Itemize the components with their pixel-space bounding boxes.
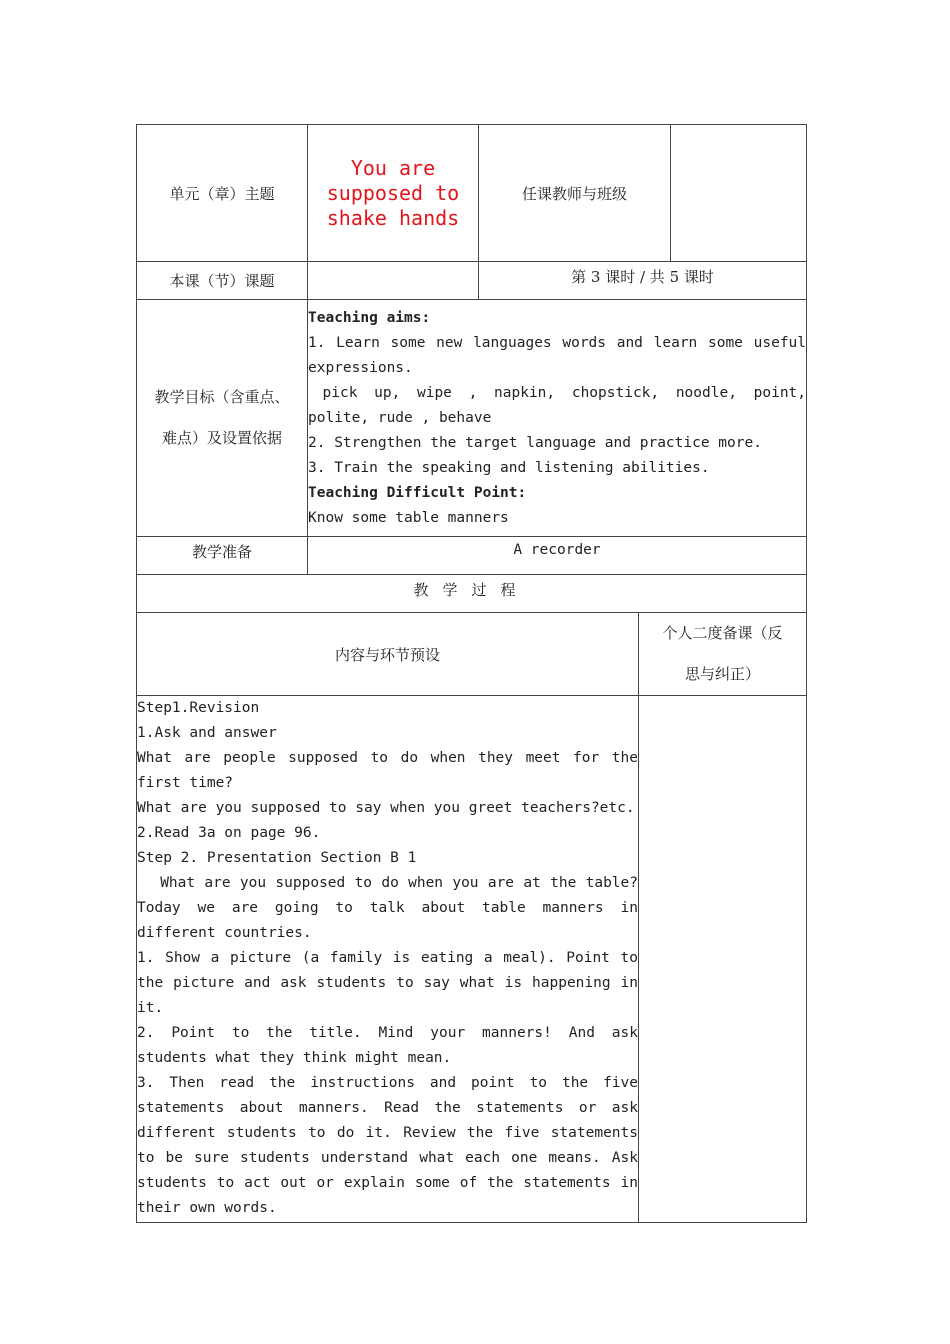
lesson-row [137, 262, 807, 300]
aims-row [137, 300, 807, 537]
lesson-plan-page [136, 124, 806, 1223]
aims-content [308, 300, 807, 537]
unit-title [308, 125, 479, 262]
notes-label [639, 613, 807, 696]
process-line: Step 2. Presentation Section B 1 [137, 850, 417, 866]
process-line: 2. Point to the title. Mind your manners! And ask students what they think might mean. [137, 1025, 638, 1066]
period-info: 第 3 课时 / 共 5 课时 [479, 262, 807, 300]
process-line: 1.Ask and answer [137, 725, 277, 741]
process-content-row [137, 696, 807, 1223]
aims-item-2: 2. Strengthen the target language and practice more. [308, 434, 762, 451]
process-line: 3. Then read the instructions and point to the five statements about manners. Read the statements or ask different students to do it. Review the five statements to be sure students understand what each one means. Ask students to act out or explain some of the statements in their own words. [137, 1075, 638, 1216]
prep-value: A recorder [308, 537, 807, 575]
process-line: 2.Read 3a on page 96. [137, 825, 321, 841]
lesson-label: 本课（节）课题 [137, 262, 308, 300]
notes-label-line2: 思与纠正） [685, 665, 761, 683]
lesson-value [308, 262, 479, 300]
process-content [137, 696, 639, 1223]
difficult-heading: Teaching Difficult Point: [308, 484, 527, 501]
aims-label [137, 300, 308, 537]
aims-item-3: 3. Train the speaking and listening abilities. [308, 459, 710, 476]
prep-label: 教学准备 [137, 537, 308, 575]
aims-label-line1: 教学目标（含重点、 [154, 388, 290, 406]
process-header-row [137, 613, 807, 696]
process-line: 1. Show a picture (a family is eating a meal). Point to the picture and ask students to say what is happening in it. [137, 950, 638, 1016]
lesson-plan-table [136, 124, 807, 1223]
content-label: 内容与环节预设 [137, 613, 639, 696]
unit-title-text: You are supposed to shake hands [326, 155, 460, 230]
difficult-text: Know some table manners [308, 509, 509, 526]
process-line: What are you supposed to say when you greet teachers?etc. [137, 800, 635, 816]
process-title: 教学过程 [137, 575, 807, 613]
teacher-value [671, 125, 807, 262]
process-line: What are you supposed to do when you are at the table? Today we are going to talk about table manners in different countries. [137, 875, 638, 941]
notes-content [639, 696, 807, 1223]
unit-label: 单元（章）主题 [137, 125, 308, 262]
process-title-row [137, 575, 807, 613]
aims-item-1: 1. Learn some new languages words and learn some useful expressions. [308, 334, 807, 376]
prep-row [137, 537, 807, 575]
process-line: Step1.Revision [137, 700, 260, 716]
notes-label-line1: 个人二度备课（反 [662, 624, 783, 642]
aims-label-line2: 难点）及设置依据 [161, 429, 282, 447]
teacher-label: 任课教师与班级 [479, 125, 671, 262]
unit-row [137, 125, 807, 262]
aims-heading: Teaching aims: [308, 309, 431, 326]
aims-vocab: pick up, wipe , napkin, chopstick, noodle, point, polite, rude , behave [308, 384, 807, 426]
process-line: What are people supposed to do when they meet for the first time? [137, 750, 638, 791]
